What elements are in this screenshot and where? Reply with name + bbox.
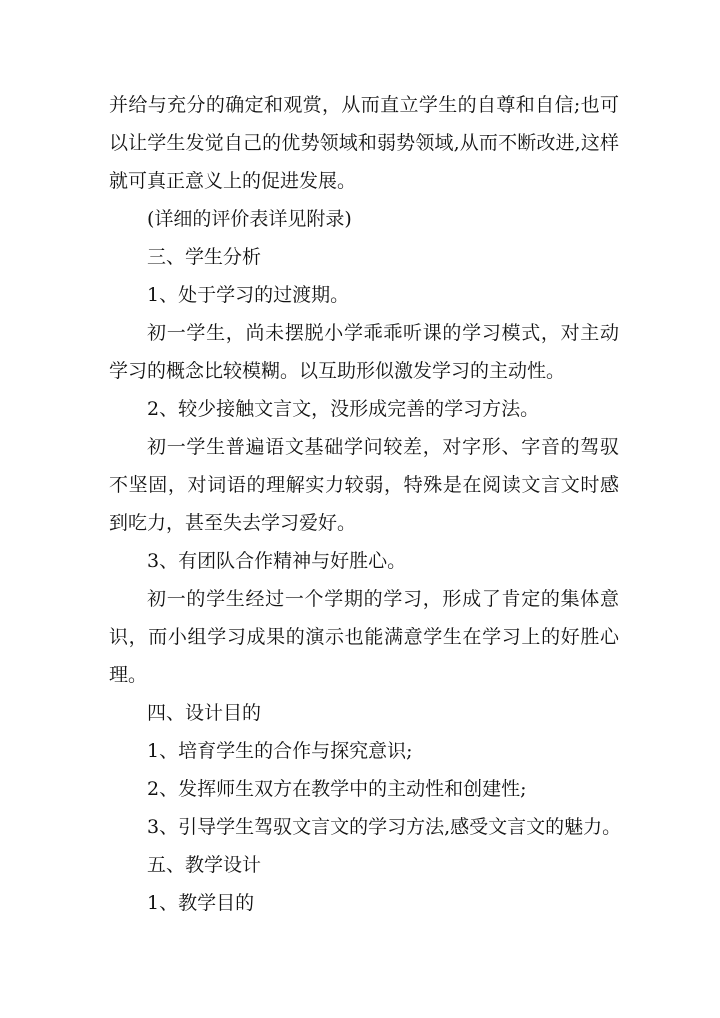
item-purpose-2: 2、发挥师生双方在教学中的主动性和创建性; bbox=[147, 778, 527, 800]
paragraph-transition-period: 初一学生，尚未摆脱小学乖乖听课的学习模式，对主动学习的概念比较模糊。以互助形似激发学习的主动性。 bbox=[109, 322, 619, 382]
item-transition-period: 1、处于学习的过渡期。 bbox=[147, 284, 350, 306]
paragraph-appendix-note: (详细的评价表详见附录) bbox=[147, 208, 352, 230]
item-teaching-objective: 1、教学目的 bbox=[147, 892, 255, 914]
item-teamwork: 3、有团队合作精神与好胜心。 bbox=[147, 550, 407, 572]
heading-student-analysis: 三、学生分析 bbox=[147, 246, 262, 268]
item-purpose-3: 3、引导学生驾驭文言文的学习方法,感受文言文的魅力。 bbox=[147, 816, 622, 838]
paragraph-evaluation-continued: 并给与充分的确定和观赏，从而直立学生的自尊和自信;也可以让学生发觉自己的优势领域和弱势领域,从而不断改进,这样就可真正意义上的促进发展。 bbox=[109, 94, 619, 192]
paragraph-teamwork: 初一的学生经过一个学期的学习，形成了肯定的集体意识，而小组学习成果的演示也能满意学生在学习上的好胜心理。 bbox=[109, 588, 619, 686]
document-body bbox=[109, 86, 622, 922]
item-classical-chinese: 2、较少接触文言文，没形成完善的学习方法。 bbox=[147, 398, 540, 420]
item-purpose-1: 1、培育学生的合作与探究意识; bbox=[147, 740, 413, 762]
heading-design-purpose: 四、设计目的 bbox=[147, 702, 262, 724]
paragraph-classical-chinese: 初一学生普遍语文基础学问较差，对字形、字音的驾驭不坚固，对词语的理解实力较弱，特殊是在阅读文言文时感到吃力，甚至失去学习爱好。 bbox=[109, 436, 619, 534]
heading-teaching-design: 五、教学设计 bbox=[147, 854, 262, 876]
